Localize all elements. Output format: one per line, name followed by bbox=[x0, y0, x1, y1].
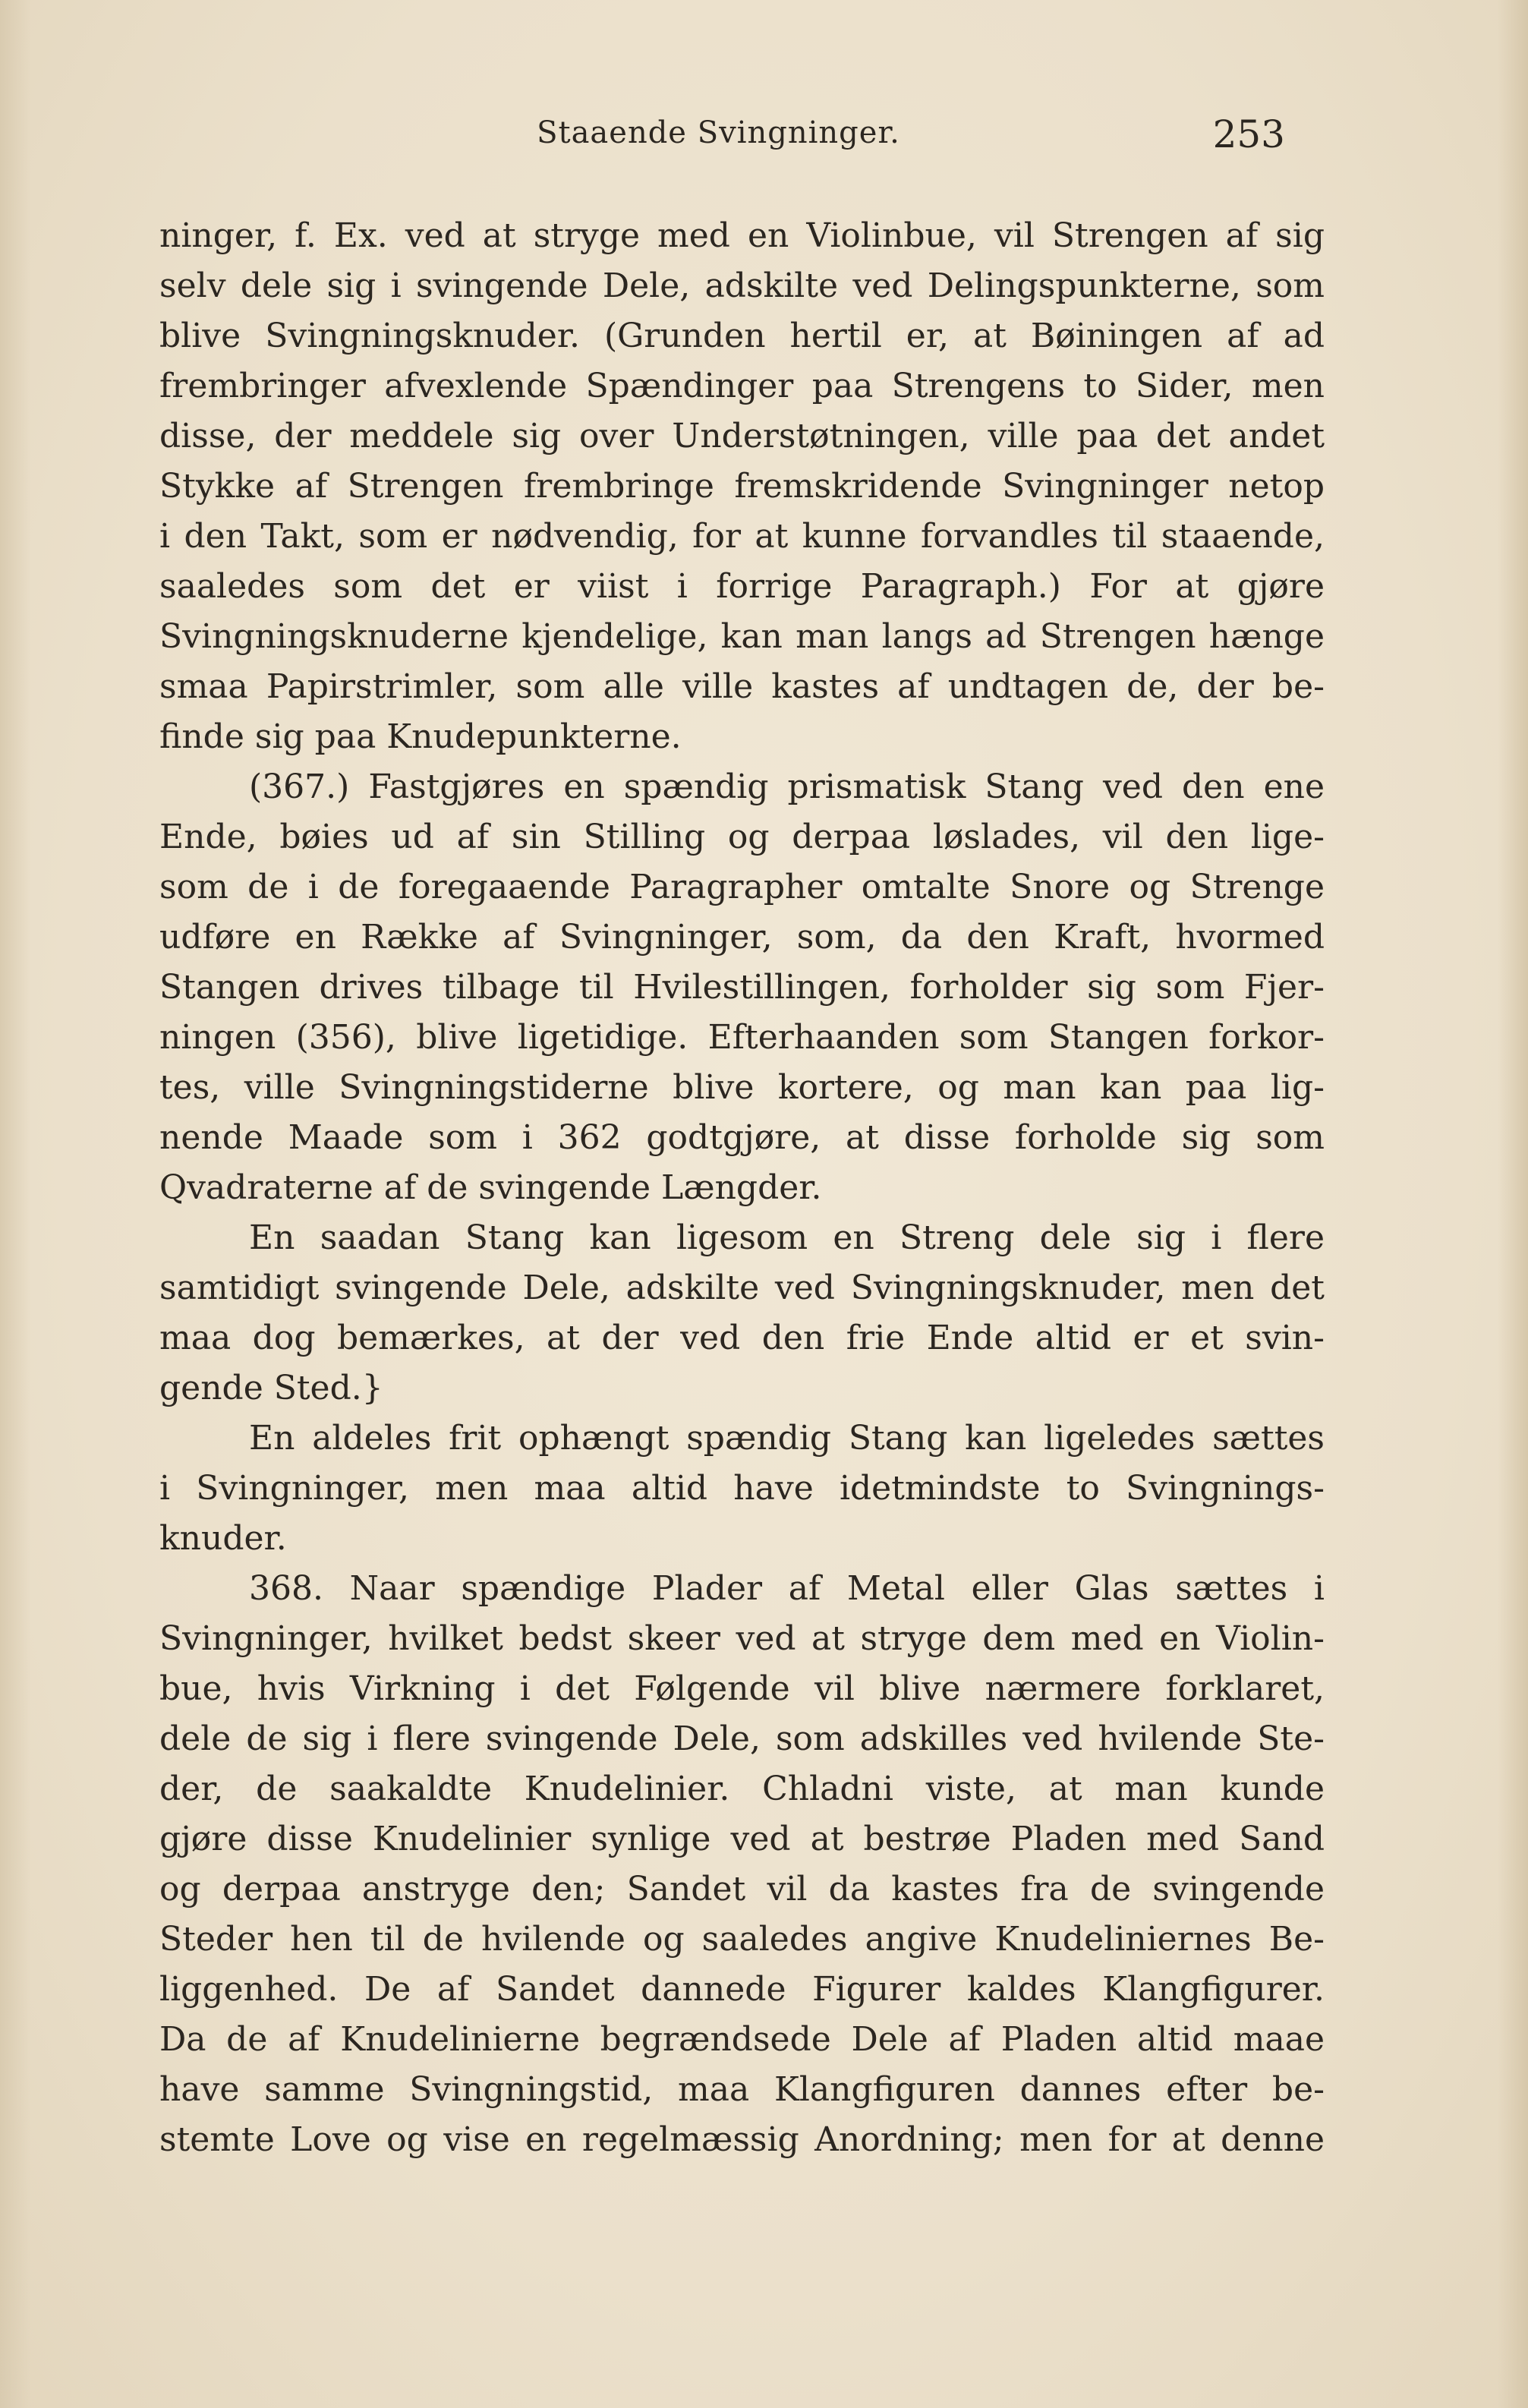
text-line: samtidigt svingende Dele, adskilte ved Svingningsknuder, men det bbox=[159, 1269, 1325, 1307]
text-line: i Svingninger, men maa altid have idetmindste to Svingnings- bbox=[159, 1469, 1325, 1508]
text-line: nende Maade som i 362 godtgjøre, at disse forholde sig som bbox=[159, 1118, 1325, 1157]
text-line: ningen (356), blive ligetidige. Efterhaanden som Stangen forkor- bbox=[159, 1018, 1325, 1057]
text-line: (367.) Fastgjøres en spændig prismatisk Stang ved den ene bbox=[249, 767, 1325, 806]
text-line: Stangen drives tilbage til Hvilestillingen, forholder sig som Fjer- bbox=[159, 968, 1325, 1007]
text-line: selv dele sig i svingende Dele, adskilte ved Delingspunkterne, som bbox=[159, 266, 1325, 305]
text-line: Qvadraterne af de svingende Længder. bbox=[159, 1168, 822, 1207]
text-line: finde sig paa Knudepunkterne. bbox=[159, 717, 682, 756]
page-number: 253 bbox=[1212, 112, 1285, 156]
text-line: i den Takt, som er nødvendig, for at kunne forvandles til staaende, bbox=[159, 517, 1325, 556]
page-edge-right bbox=[1498, 0, 1528, 2408]
text-line: Svingninger, hvilket bedst skeer ved at stryge dem med en Violin- bbox=[159, 1619, 1325, 1658]
text-line: udføre en Række af Svingninger, som, da den Kraft, hvormed bbox=[159, 918, 1325, 957]
page-header bbox=[159, 106, 1285, 159]
text-line: blive Svingningsknuder. (Grunden hertil er, at Bøiningen af ad bbox=[159, 317, 1325, 355]
text-line: ninger, f. Ex. ved at stryge med en Violinbue, vil Strengen af sig bbox=[159, 216, 1325, 255]
text-line: disse, der meddele sig over Understøtningen, ville paa det andet bbox=[159, 417, 1325, 455]
text-line: gjøre disse Knudelinier synlige ved at bestrøe Pladen med Sand bbox=[159, 1820, 1325, 1858]
text-line: stemte Love og vise en regelmæssig Anordning; men for at denne bbox=[159, 2120, 1325, 2159]
text-line: der, de saakaldte Knudelinier. Chladni viste, at man kunde bbox=[159, 1770, 1325, 1808]
text-line: tes, ville Svingningstiderne blive kortere, og man kan paa lig- bbox=[159, 1068, 1325, 1107]
text-line: dele de sig i flere svingende Dele, som adskilles ved hvilende Ste- bbox=[159, 1719, 1325, 1758]
text-line: saaledes som det er viist i forrige Paragraph.) For at gjøre bbox=[159, 567, 1325, 606]
text-line: som de i de foregaaende Paragrapher omtalte Snore og Strenge bbox=[159, 868, 1325, 906]
text-line: Ende, bøies ud af sin Stilling og derpaa løslades, vil den lige- bbox=[159, 818, 1325, 856]
text-line: bue, hvis Virkning i det Følgende vil blive nærmere forklaret, bbox=[159, 1669, 1325, 1708]
text-line: liggenhed. De af Sandet dannede Figurer kaldes Klangfigurer. bbox=[159, 1970, 1325, 2009]
text-line: og derpaa anstryge den; Sandet vil da kastes fra de svingende bbox=[159, 1870, 1325, 1908]
text-line: 368. Naar spændige Plader af Metal eller Glas sættes i bbox=[249, 1569, 1325, 1608]
text-line: maa dog bemærkes, at der ved den frie Ende altid er et svin- bbox=[159, 1319, 1325, 1357]
text-line: smaa Papirstrimler, som alle ville kastes af undtagen de, der be- bbox=[159, 667, 1325, 706]
text-line: En saadan Stang kan ligesom en Streng dele sig i flere bbox=[249, 1218, 1325, 1257]
text-line: Da de af Knudelinierne begrændsede Dele af Pladen altid maae bbox=[159, 2020, 1325, 2059]
text-line: En aldeles frit ophængt spændig Stang kan ligeledes sættes bbox=[249, 1419, 1325, 1458]
text-line: Steder hen til de hvilende og saaledes angive Knudeliniernes Be- bbox=[159, 1920, 1325, 1959]
text-line: gende Sted.} bbox=[159, 1369, 383, 1407]
text-line: knuder. bbox=[159, 1519, 287, 1558]
text-line: Svingningsknuderne kjendelige, kan man langs ad Strengen hænge bbox=[159, 617, 1325, 656]
running-title: Staaende Svingninger. bbox=[537, 115, 900, 150]
body-text bbox=[159, 211, 1325, 2165]
page-edge-left bbox=[0, 0, 30, 2408]
text-line: frembringer afvexlende Spændinger paa Strengens to Sider, men bbox=[159, 367, 1325, 405]
text-line: have samme Svingningstid, maa Klangfiguren dannes efter be- bbox=[159, 2070, 1325, 2109]
text-line: Stykke af Strengen frembringe fremskridende Svingninger netop bbox=[159, 467, 1325, 506]
